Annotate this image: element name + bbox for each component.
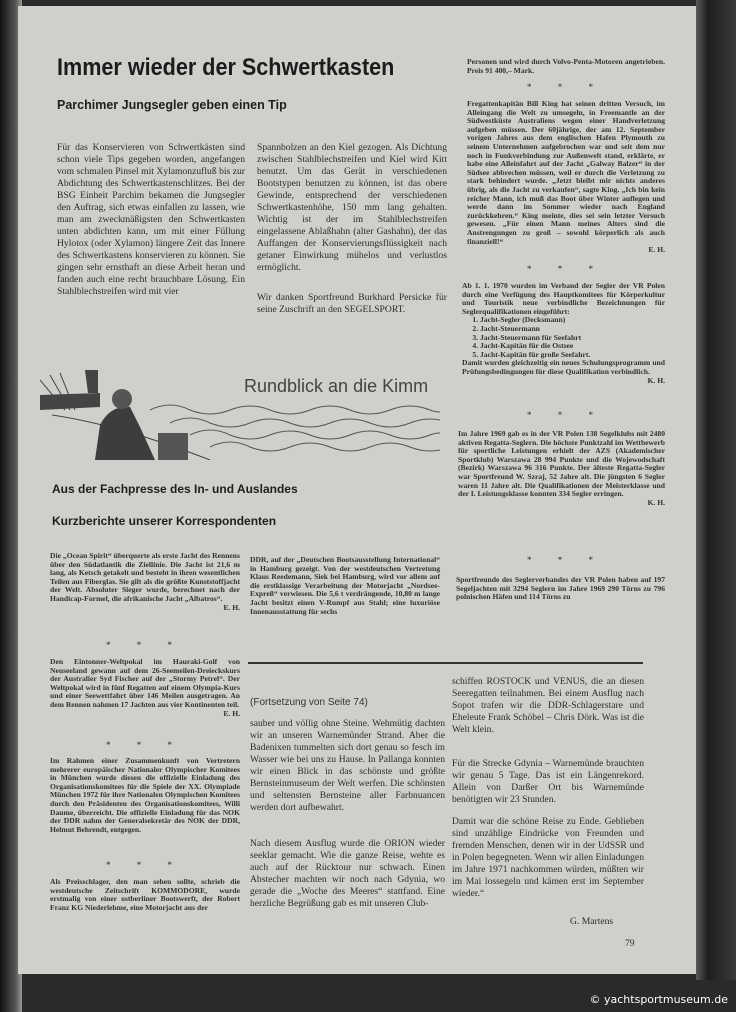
continuation-p3: schiffen ROSTOCK und VENUS, die an diesen Seeregatten teilnahmen. Bei einem Ausflug nach Sopot trafen wir die DDR-Schlagerstare und Eheleute Frank Schöbel – Chris Dörk. Was ist die Welt klein. — [452, 676, 644, 735]
continuation-p2: Nach diesem Ausflug wurde die ORION wieder seeklar gemacht. Wie die ganze Reise, wehte es auch auf der Rücktour nur schwach. Einen Abstecher machten wir noch nach Gdynia, wo gerade die „Woche des Meeres“ stattfand. Eine herzliche Begrüßung gab es mit unseren Club- — [250, 838, 445, 909]
continuation-p5: Damit war die schöne Reise zu Ende. Geblieben sind unzählige Eindrücke von Freunden und fremden Menschen, denen wir in der UdSSR und in Polen begegneten. Wenn wir allen Einladungen im Jahre 1971 nachkommen würden, müßten wir im Mai lossegeln und kämen erst im September wieder.“ — [452, 816, 644, 899]
article-thanks: Wir danken Sportfreund Burkhard Persicke für seine Zuschrift an den SEGELSPORT. — [257, 292, 447, 315]
toerns-text: Sportfreunde des Seglerverbandes der VR Polen haben auf 197 Segeljachten mit 3294 Seglern im Jahre 1969 290 Törns zu 796 polnischen Häfen und 114 Törns zu — [456, 575, 665, 602]
separator: * * * — [527, 555, 605, 565]
watermark: © yachtsportmuseum.de — [589, 993, 728, 1006]
polen-sign: K. H. — [647, 375, 665, 385]
rank-item: 2. Jacht-Steuermann — [480, 325, 665, 334]
separator: * * * — [106, 640, 184, 650]
news-preis: Als Preisschlager, den man sehen sollte, schrieb die westdeutsche Zeitschrift KOMMODORE, wurde erstmalig von einer ostberliner Bootswerft, der Robert Franz KG Niederlehme, eine Motorjacht aus der — [50, 877, 240, 912]
separator: * * * — [106, 860, 184, 870]
clubs-text: Im Jahre 1969 gab es in der VR Polen 138 Segelklubs mit 2480 aktiven Regatta-Seglern. Die höchste Punktzahl im Wettbewerb für sportliche Leistungen erhielt der AZS (Akademischer Sportklub) Warszawa 28 994 Punkte und die Wojewodschaft (Bezirk) Warszawa 96 316 Punkte. Der älteste Regatta-Segler war Sportfreund W. Szraj, 52 Jahre alt. Die jüngsten 6 Segler waren 11 Jahre alt. Die Qualifikationen der Meisterklasse und der I. Leistungsklasse konnten 334 Segler erringen. — [458, 429, 665, 499]
news-eintonner — [50, 658, 240, 718]
section-banner-title: Rundblick an die Kimm — [244, 376, 429, 396]
king-sign: E. H. — [648, 245, 665, 255]
separator: * * * — [527, 264, 605, 274]
continuation-label: (Fortsetzung von Seite 74) — [250, 697, 368, 708]
king-text: Fregattenkapitän Bill King hat seinen dritten Versuch, im Alleingang die Welt zu umsegeln, in Freemantle an der Südwestküste Australiens wegen einer Handverletzung aufgeben müssen. Der 60jährige, der am 12. September vorigen Jahres aus dem englischen Hafen Plymouth zu seinem Unternehmen aufgebrochen war und seit dem nur noch in Funkverbindung zur Außenwelt stand, erklärte, er habe eine Alleinfahrt auf der Jacht „Galway Balzer“ in der Südsee abbrechen müssen, weil er durch die Verletzung zu stark behindert wurde. „Jetzt bleibt mir nichts anderes übrig, als die Jacht zu verkaufen“, sagte King. „Ich bin kein reicher Mann, ich muß das Boot über Winter auflegen und werde dann im Sommer wieder nach England zurückkehren.“ King meinte, dies sei sein letzter Versuch gewesen. „Für einen Mann meines Alters sind die Anstrengungen zu groß – sowohl körperlich als auch finanziell!“ — [467, 99, 665, 246]
rank-item: 3. Jacht-Steuermann für Seefahrt — [480, 334, 665, 343]
section-heading: Aus der Fachpresse des In- und Auslandes — [52, 482, 298, 496]
rank-item: 1. Jacht-Segler (Decksmann) — [480, 316, 665, 325]
volvo-text: Personen und wird durch Volvo-Penta-Motoren angetrieben. Preis 91 400,– Mark. — [467, 57, 665, 75]
king-report — [467, 100, 665, 255]
polen-report — [462, 282, 665, 385]
separator: * * * — [527, 82, 605, 92]
article-col1: Für das Konservieren von Schwertkästen sind schon viele Tips gegeben worden, angefangen vom schmalen Pinsel mit Xylamonzufluß bis zur Abdichtung des Schwertkastenschlitzes. Bei der BSG Einheit Parchim bekamen die Jungsegler den Auftrag, sich etwas einfallen zu lassen, wie man am zweckmäßigsten den Schwertkasten unten abdichten kann, um mit einer Füllung Hylotox (oder Xylamon) längere Zeit das Innere des Schwertkastens konservieren zu können. Sie gingen sehr ernsthaft an diese Arbeit heran und fanden auch eine recht brauchbare Lösung. Ein Stahlblechstreifen wird mit vier — [57, 142, 245, 297]
page-number: 79 — [625, 938, 635, 949]
eintonner-text: Den Eintonner-Weltpokal im Hauraki-Golf von Neuseeland gewann auf dem 26-Seemeilen-Dreieckskurs der Australier Syd Fischer auf der „Stormy Petrel“. Der Weltpokal wird in fünf Regatten auf einem Olympia-Kurs und einer Seewettfahrt über 146 Meilen ausgetragen. An dem Rennen nahmen 17 Jachten aus vier Kontinenten teil. — [50, 657, 240, 709]
continuation-p1: sauber und völlig ohne Steine. Wehmütig dachten wir an unseren Warnemünder Strand. Aber die Badenixen tummelten sich dort genau so fesch im Wasser wie bei uns zu Hause. In Pallanga konnten wir einen Blick in das schönste und größte Bernsteinmuseum der Welt werfen. Die schönsten und seltensten Bernsteine aller Farbnuancen werden dort aufbewahrt. — [250, 718, 445, 813]
article-subtitle: Parchimer Jungsegler geben einen Tip — [57, 98, 287, 112]
clubs-report — [458, 430, 665, 507]
eintonner-sign: E. H. — [223, 708, 240, 718]
article-col2: Spannbolzen an den Kiel gezogen. Als Dichtung zwischen Stahlblechstreifen und Kiel wird Kitt benutzt. Um das Gerät in verschiedenen Bootstypen benutzen zu können, ist das obere Gewinde, entsprechend der verschiedenen Schwertkastenhöhe, 150 mm lang gehalten. Wichtig ist der im Stahlblechstreifen eingelassene Ablaßhahn (alter Gashahn), der das Auffangen der Konservierungsflüssigkeit nach getaner Einwirkung mühelos und verlustlos ermöglicht. — [257, 142, 447, 273]
clubs-sign: K. H. — [647, 497, 665, 507]
book-edge — [696, 0, 736, 980]
news-ddr: DDR, auf der „Deutschen Bootsausstellung International“ in Hamburg gezeigt. Von der westdeutschen Vertretung Klaus Reedemann, Siek bei Hamburg, wird vor allem auf die erstklassige Verarbeitung der Motorjacht „Nordsee-Expreß“ verwiesen. Die 5,6 t verdrängende, 10,80 m lange Jacht besitzt einen V-Rumpf aus Stahl; eine luxuriöse Innenausstattung für sechs — [250, 555, 440, 616]
ocean-sign: E. H. — [223, 602, 240, 612]
news-ocean — [50, 552, 240, 612]
article-title: Immer wieder der Schwertkasten — [57, 54, 395, 81]
rank-item: 5. Jacht-Kapitän für große Seefahrt. — [480, 351, 665, 360]
divider-rule — [248, 662, 643, 664]
ocean-text: Die „Ocean Spirit“ überquerte als erste Jacht des Rennens über den Südatlantik die Ziellinie. Die Jacht ist 21,6 m lang, als Ketsch getakelt und besteht in ihren wesentlichen Teilen aus Fiberglas. Sie gilt als die größte Kunststoffjacht der Welt. Absoluter Sieger wurde, berechnet nach der Handicap-Formel, die afrikanische Jacht „Albatros“. — [50, 551, 240, 603]
separator: * * * — [527, 410, 605, 420]
section-subheading: Kurzberichte unserer Korrespondenten — [52, 514, 277, 528]
author: G. Martens — [570, 916, 614, 927]
rank-item: 4. Jacht-Kapitän für die Ostsee — [480, 342, 665, 351]
news-olympia: Im Rahmen einer Zusammenkunft von Vertretern mehrerer europäischer Nationaler Olympischer Komitees in München wurde diesen die offizielle Einladung des Organisationskomitees für die Spiele der XX. Olympiade München 1972 für ihre Nationalen Olympischen Komitees durch den Präsidenten des Organisationskomitees, Willi Daume, überreicht. Die offizielle Einladung für das NOK der DDR nahm der Generalsekretär des NOK der DDR, Helmut Behrendt, entgegen. — [50, 756, 240, 834]
separator: * * * — [106, 740, 184, 750]
continuation-p4: Für die Strecke Gdynia – Warnemünde brauchten wir genau 5 Tage. Das ist ein Längenrekord. Allein von Darßer Ort bis Warnemünde benötigten wir 23 Stunden. — [452, 758, 644, 805]
polen-intro: Ab 1. 1. 1970 wurden im Verband der Segler der VR Polen durch eine Verfügung des Hauptkomitees für Körperkultur und Touristik neue verbindliche Bezeichnungen für Seglerqualifikationen eingeführt: — [462, 281, 665, 316]
rank-list — [462, 316, 665, 359]
polen-outro: Damit wurden gleichzeitig ein neues Schulungsprogramm und Prüfungsbedingungen für diese Qualifikation verbindlich. — [462, 358, 665, 376]
